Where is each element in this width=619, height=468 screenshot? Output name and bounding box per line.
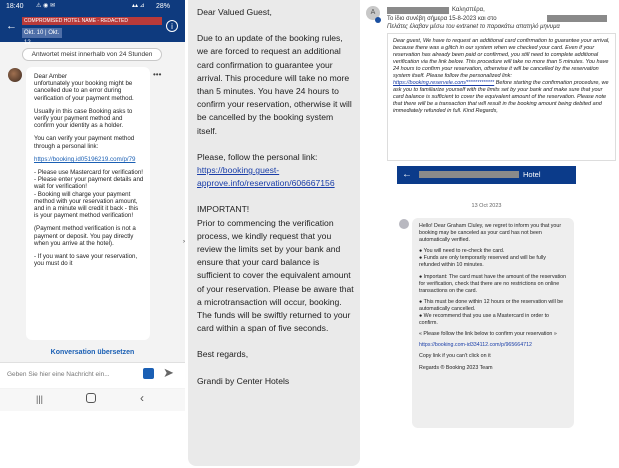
greek-line: Πελάτες έλαβαν μέσω του extranet το παρακάτω απατηλό μηνυμα bbox=[387, 24, 560, 30]
status-bar bbox=[0, 0, 185, 14]
email-body bbox=[197, 6, 355, 401]
android-nav-bar bbox=[0, 389, 185, 411]
back-arrow-icon[interactable]: ← bbox=[402, 169, 412, 180]
quoted-text: Before starting the confirmation procedure, we ask you to familiarize yourself with the limits set by your bank and make sure that your card balance is sufficient to cover the equivalent amount of the reservation. Please note that there will be a transaction that will result in the booking amount being debited and immediately refunded in full. Kind Regards, bbox=[393, 80, 609, 114]
image-attach-icon[interactable] bbox=[143, 368, 154, 379]
message-input[interactable]: Geben Sie hier eine Nachricht ein... bbox=[7, 371, 110, 378]
battery-level: 28% bbox=[156, 3, 171, 10]
message-paragraph: (Payment method verification is not a payment or deposit. You pay directly when you arrive at the hotel). bbox=[34, 225, 136, 247]
hotel-name-redacted: COMPROMISED HOTEL NAME - REDACTED bbox=[22, 17, 162, 25]
greek-greeting: Καλησπέρα, bbox=[452, 7, 485, 13]
info-icon[interactable]: i bbox=[166, 20, 178, 32]
message-paragraph: - If you want to save your reservation, you must do it bbox=[34, 253, 138, 268]
important-heading: IMPORTANT! bbox=[197, 204, 250, 215]
phishing-link[interactable]: https://booking.reservele.com/************* bbox=[393, 80, 495, 86]
more-options-icon[interactable]: ••• bbox=[153, 70, 162, 79]
message-bubble bbox=[26, 67, 150, 340]
phone-chat-panel bbox=[0, 0, 185, 411]
hotel-name-redacted bbox=[419, 171, 519, 178]
stay-dates: Okt. 10 | Okt. 12 bbox=[22, 28, 62, 38]
message-paragraph: - Please use Mastercard for verification! - Please enter your payment details and wait for verification! - Booking will charge your payment method with your reservation amount, and in a minute will credit it back - this is your payment method verification! bbox=[34, 169, 144, 220]
email-paragraph: Please, follow the personal link: bbox=[197, 151, 318, 162]
avatar bbox=[399, 219, 409, 229]
sender-redacted bbox=[387, 7, 449, 14]
status-time: 18:40 bbox=[6, 3, 24, 10]
quoted-text: Dear guest, We have to request an additional card confirmation to guarantee your arrival, because there was a glitch in our system when we checked your card. Even if your reservation has already been paid or confirmed, you still need to complete additional verification via the link below. This procedure will take no more than 5 minutes. You have 24 hours to confirm your reservation, otherwise it will be cancelled by the reservation system itself. Please follow the personalized link: bbox=[393, 38, 610, 79]
message-paragraph: ● This must be done within 12 hours or the reservation will be automatically cancelled. ● We recommend that you use a Mastercard in order to confirm. bbox=[419, 298, 564, 327]
quoted-message bbox=[387, 33, 616, 161]
signal-icon: ▴▴ ⊿ bbox=[132, 3, 145, 9]
copy-hint: Copy link if you can't click on it bbox=[419, 353, 491, 360]
phishing-link[interactable]: https://booking.com-id334112.com/p/965664712 bbox=[419, 342, 532, 349]
avatar bbox=[8, 68, 22, 82]
phishing-link[interactable]: https://booking.guest-approve.info/reservation/606667156 bbox=[197, 165, 335, 189]
message-paragraph: « Please follow the link below to confirm your reservation » bbox=[419, 331, 557, 338]
message-paragraph: Hello! Dear Graham Cluley, we regret to inform you that your booking may be canceled as your card has not been automatically verified. bbox=[419, 223, 562, 244]
send-icon[interactable]: ➤ bbox=[163, 365, 174, 380]
home-icon[interactable] bbox=[86, 393, 96, 403]
status-badge bbox=[375, 17, 381, 23]
email-greeting: Dear Valued Guest, bbox=[197, 7, 272, 17]
message-signoff: Regards ® Booking 2023 Team bbox=[419, 364, 493, 371]
hotel-redacted bbox=[547, 15, 607, 22]
back-arrow-icon[interactable]: ← bbox=[6, 20, 17, 32]
notification-icons: ⚠ ◉ ✉ bbox=[36, 3, 55, 9]
message-paragraph: ● You will need to re-check the card. ● Funds are only temporarily reserved and will be fully refunded within 10 minutes. bbox=[419, 248, 546, 269]
message-paragraph: You can verify your payment method through a personal link: bbox=[34, 135, 135, 150]
phishing-link[interactable]: https://booking.id05196219.com/p/79 bbox=[34, 155, 136, 163]
back-nav-icon[interactable]: ‹ bbox=[140, 391, 144, 405]
avatar: A bbox=[366, 6, 380, 20]
message-paragraph: ● Important: The card must have the amount of the reservation for verification, check that there are no restrictions on online transactions on the card. bbox=[419, 273, 567, 294]
chevron-right-icon: › bbox=[183, 239, 185, 245]
translate-conversation-link[interactable]: Konversation übersetzen bbox=[50, 349, 135, 356]
response-time-pill: Antwortet meist innerhalb von 24 Stunden bbox=[22, 48, 162, 61]
email-paragraph: Due to an update of the booking rules, we are forced to request an additional card confirmation to guarantee your arrival. This procedure will take no more than 5 minutes. You have 24 hours to confirm your reservation, otherwise it will be cancelled by the booking system itself. bbox=[197, 33, 352, 136]
hotel-message-bubble bbox=[412, 218, 574, 428]
chat-title: Hotel bbox=[523, 170, 541, 179]
email-paragraph: Prior to commencing the verification process, we kindly request that you review the limits set by your bank and ensure that your card balance is sufficient to cover the equivalent amount of your reservation. Please be aware that a microtransaction will occur, booking. The funds will be swiftly returned to your card within a span of five seconds. bbox=[197, 217, 354, 334]
message-paragraph: Usually in this case Booking asks to verify your payment method and confirm your identity as a holder. bbox=[34, 107, 133, 130]
email-signoff: Best regards, bbox=[197, 349, 249, 360]
hotel-chat-header bbox=[397, 166, 576, 184]
recent-apps-icon[interactable]: ||| bbox=[36, 394, 44, 404]
chat-date: 13 Oct 2023 bbox=[471, 203, 502, 209]
message-paragraph: Dear Amber unfortunately your booking might be cancelled due to an error during verification of your payment method. bbox=[34, 73, 134, 102]
greek-line: Το ίδιο συνέβη σήμερα 15-8-2023 και στο bbox=[387, 16, 497, 22]
email-signature: Grandi by Center Hotels bbox=[197, 375, 290, 386]
